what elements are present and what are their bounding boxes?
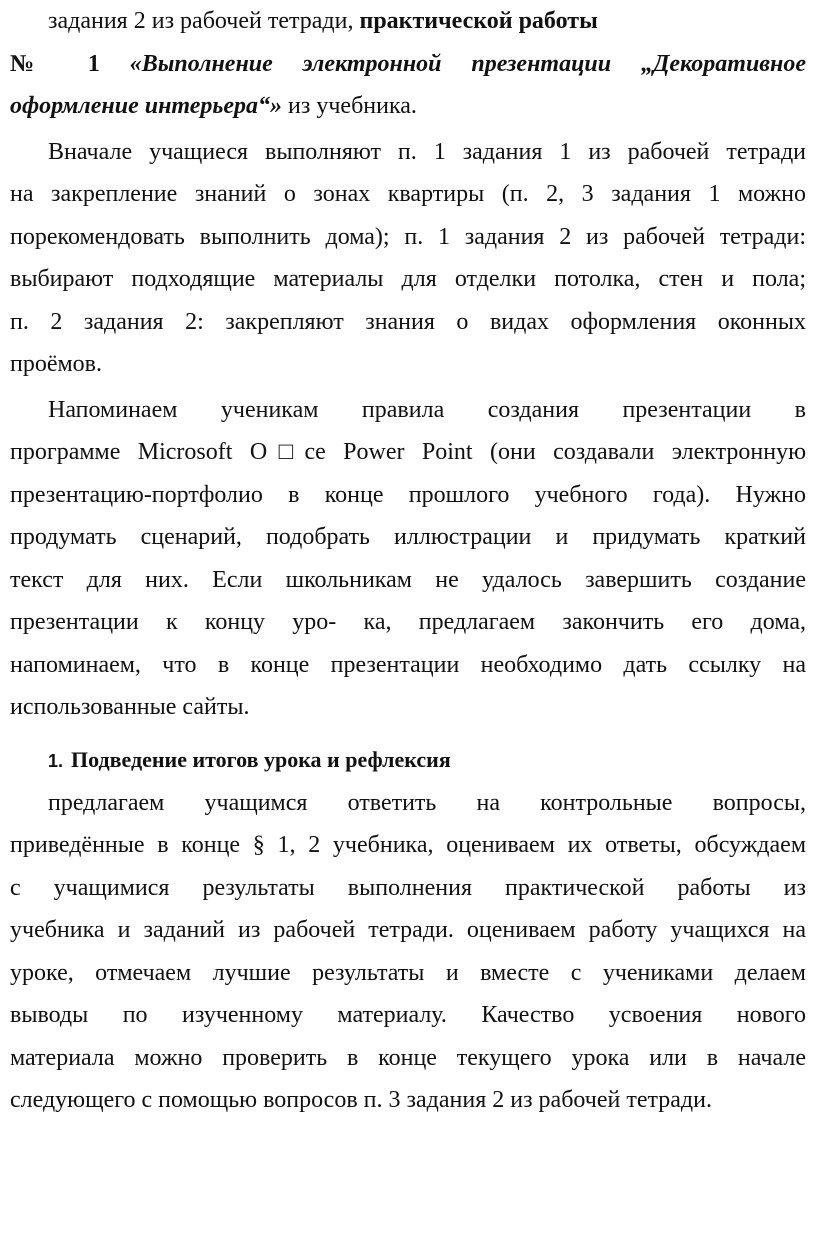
paragraph-line: уроке, отмечаем лучшие результаты и вместе с учениками делаем xyxy=(10,959,806,986)
paragraph-line: программе Microsoft O□ce Power Point (они создавали электронную xyxy=(10,439,806,465)
paragraph-line: на закрепление знаний о зонах квартиры (п. 2, 3 задания 1 можно xyxy=(10,181,806,207)
intro-line-1: задания 2 из рабочей тетради, практической работы xyxy=(48,8,598,34)
paragraph-line: порекомендовать выполнить дома); п. 1 задания 2 из рабочей тетради: xyxy=(10,223,806,250)
paragraph-tasks xyxy=(10,131,806,386)
section-title: Подведение итогов урока и рефлексия xyxy=(71,746,451,772)
intro-line-3: оформление интерьера“» из учебника. xyxy=(10,93,417,119)
paragraph-line: выбирают подходящие материалы для отделки потолка, стен и пола; xyxy=(10,266,806,292)
paragraph-line: материала можно проверить в конце текущего урока или в начале xyxy=(10,1044,806,1071)
intro-line-2: № 1 «Выполнение электронной презентации „Декоративное xyxy=(10,50,806,77)
paragraph-line: напоминаем, что в конце презентации необходимо дать ссылку на xyxy=(10,651,806,678)
document-page xyxy=(10,0,806,1122)
paragraph-line: выводы по изученному материалу. Качество усвоения нового xyxy=(10,1002,806,1028)
paragraph-line: учебника и заданий из рабочей тетради. оцениваем работу учащихся на xyxy=(10,917,806,943)
paragraph-reflection xyxy=(10,782,806,1122)
paragraph-line: п. 2 задания 2: закрепляют знания о видах оформления оконных xyxy=(10,308,806,335)
paragraph-line: презентацию-портфолио в конце прошлого учебного года). Нужно xyxy=(10,481,806,508)
paragraph-line: следующего с помощью вопросов п. 3 задания 2 из рабочей тетради. xyxy=(10,1087,712,1113)
paragraph-line: Вначале учащиеся выполняют п. 1 задания 1 из рабочей тетради xyxy=(48,138,806,165)
intro-paragraph xyxy=(10,0,806,128)
paragraph-line: приведённые в конце § 1, 2 учебника, оцениваем их ответы, обсуждаем xyxy=(10,832,806,858)
paragraph-line: использованные сайты. xyxy=(10,694,250,720)
paragraph-line: текст для них. Если школьникам не удалось завершить создание xyxy=(10,566,806,593)
paragraph-line: презентации к концу уро- ка, предлагаем закончить его дома, xyxy=(10,609,806,635)
paragraph-line: продумать сценарий, подобрать иллюстрации и придумать краткий xyxy=(10,524,806,550)
paragraph-line: проёмов. xyxy=(10,351,103,377)
paragraph-line: предлагаем учащимся ответить на контрольные вопросы, xyxy=(48,789,806,816)
paragraph-line: с учащимися результаты выполнения практической работы из xyxy=(10,874,806,901)
paragraph-presentation xyxy=(10,389,806,729)
paragraph-line: Напоминаем ученикам правила создания презентации в xyxy=(48,396,806,423)
section-number: 1. xyxy=(48,750,64,771)
section-heading xyxy=(10,739,806,782)
